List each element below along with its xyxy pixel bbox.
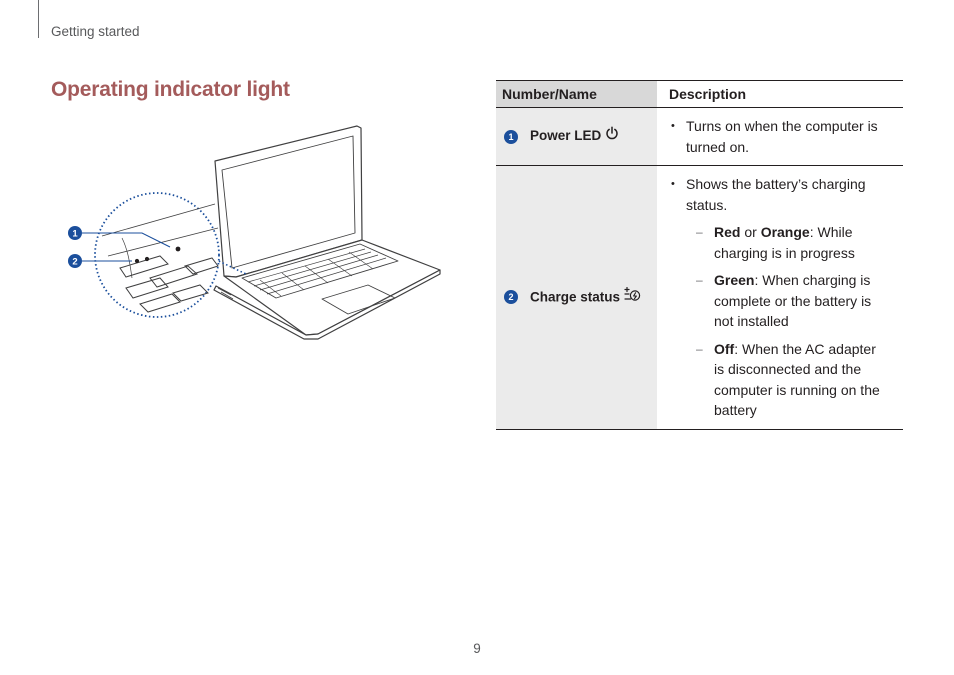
power-led-label: Power LED: [530, 128, 602, 144]
number-badge-2: 2: [504, 290, 518, 304]
page-title: Operating indicator light: [51, 78, 290, 101]
svg-text:2: 2: [72, 256, 78, 268]
callout-2: [68, 254, 82, 268]
term-red: Red: [714, 224, 741, 240]
term-orange: Orange: [760, 224, 810, 240]
green-text: : When charging is complete or the battery is not installed: [714, 272, 872, 329]
term-green: Green: [714, 272, 755, 288]
battery-charge-icon: [624, 287, 641, 309]
section-label: Getting started: [51, 24, 140, 39]
charge-status-off: [669, 339, 889, 421]
number-badge-1: 1: [504, 130, 518, 144]
page-number: 9: [473, 641, 481, 656]
red-orange-text: : While charging is in progress: [714, 224, 855, 261]
charge-status-bullet: • Shows the battery’s charging status.: [669, 174, 889, 215]
term-joiner: or: [744, 224, 757, 240]
charge-status-red-orange: [669, 222, 889, 263]
laptop-illustration: [60, 118, 450, 343]
power-led-description-cell: [657, 108, 903, 166]
header-description: Description: [657, 81, 903, 108]
charge-status-label: Charge status: [530, 289, 621, 304]
header-rule: [38, 0, 39, 38]
indicator-table: [496, 80, 903, 430]
table-header-row: [496, 81, 903, 108]
charge-status-description-cell: [657, 166, 903, 430]
term-off: Off: [714, 340, 735, 357]
charge-status-green: [669, 270, 889, 332]
callout-1: [68, 226, 82, 240]
header-number-name: Number/Name: [496, 81, 657, 108]
svg-text:1: 1: [72, 228, 78, 240]
off-text: : When the AC adapter is disconnected and the computer is running on the battery: [714, 340, 880, 418]
power-led-bullet: • Turns on when the computer is turned on.: [669, 116, 889, 157]
power-icon: [605, 126, 619, 147]
power-led-name-cell: [496, 108, 657, 166]
table-row-charge-status: [496, 166, 903, 430]
table-row-power-led: [496, 108, 903, 166]
charge-status-name-cell: [496, 166, 657, 430]
